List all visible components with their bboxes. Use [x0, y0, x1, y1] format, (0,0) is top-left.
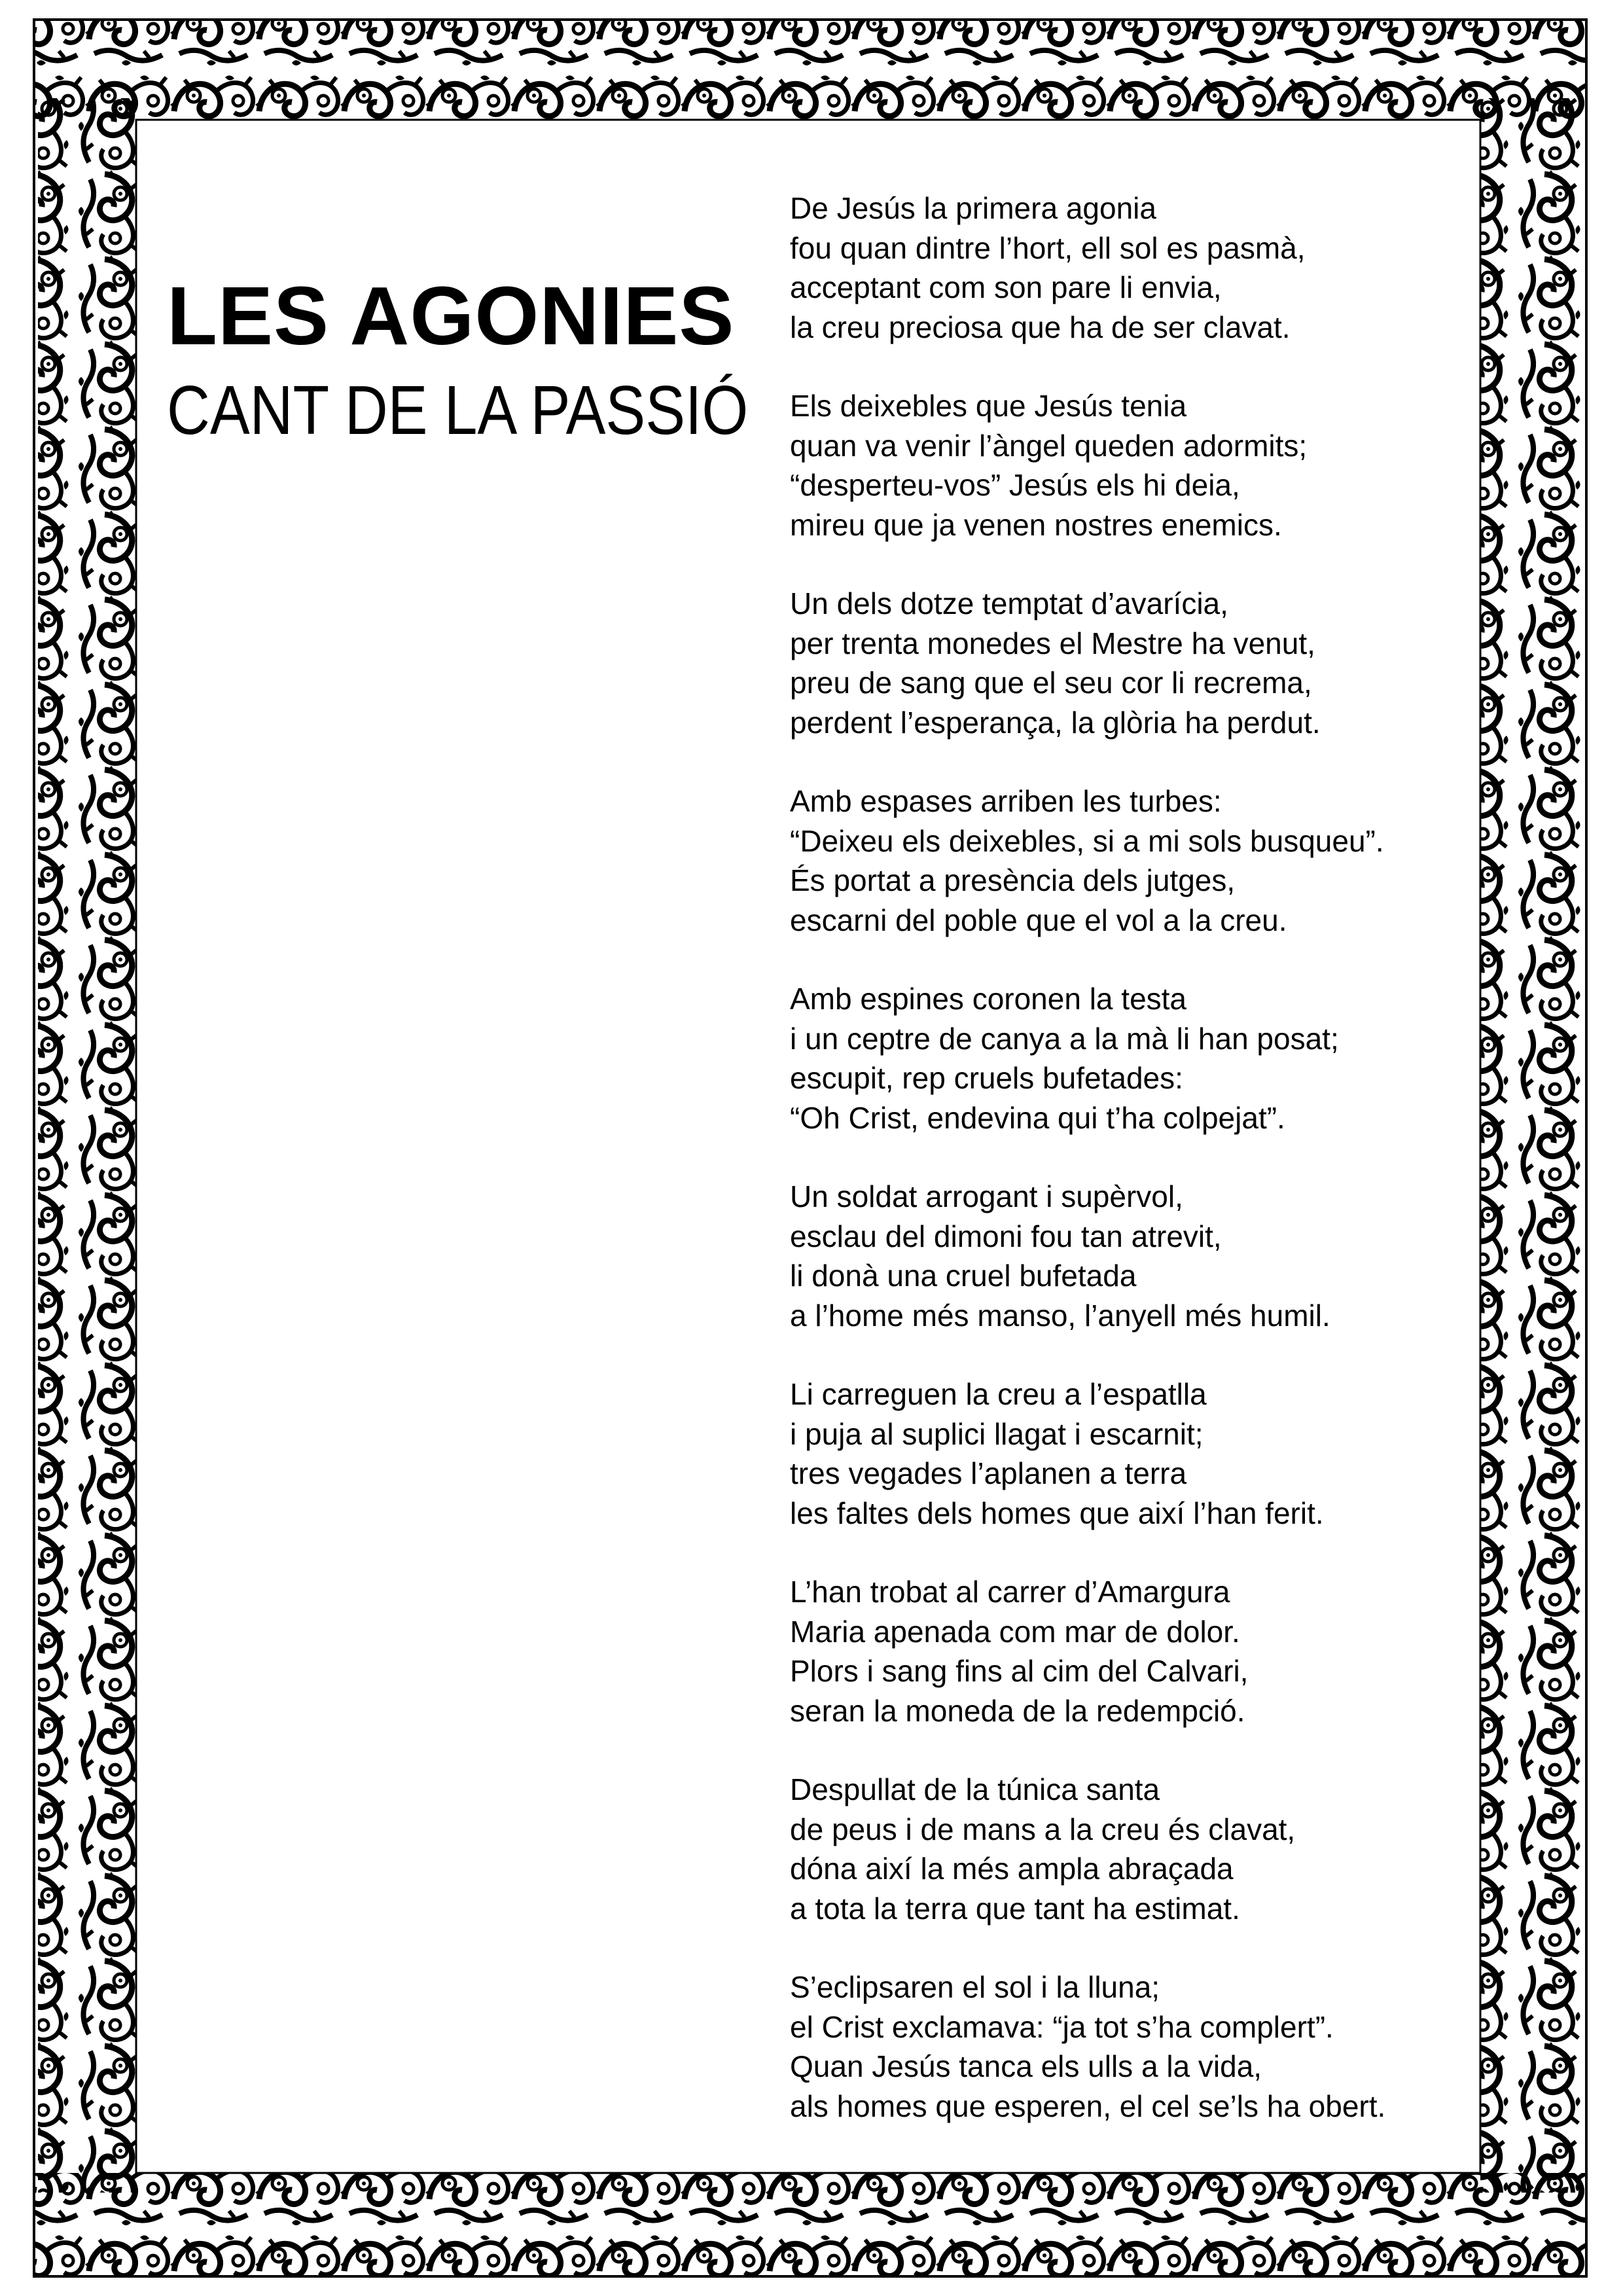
- verse-line: tres vegades l’aplanen a terra: [790, 1456, 1187, 1490]
- verse-line: escupit, rep cruels bufetades:: [790, 1061, 1183, 1095]
- verse-line: les faltes dels homes que així l’han ferit.: [790, 1496, 1324, 1530]
- verse-line: a tota la terra que tant ha estimat.: [790, 1891, 1240, 1926]
- verse-line: fou quan dintre l’hort, ell sol es pasmà,: [790, 230, 1306, 265]
- verse-line: acceptant com son pare li envia,: [790, 270, 1222, 304]
- verse-line: “Deixeu els deixebles, si a mi sols busqueu”.: [790, 823, 1384, 858]
- verse-line: Despullat de la túnica santa: [790, 1772, 1160, 1806]
- verse-line: “desperteu-vos” Jesús els hi deia,: [790, 468, 1240, 502]
- stanza: [790, 1770, 1484, 1928]
- verse-line: De Jesús la primera agonia: [790, 191, 1156, 225]
- stanza: [790, 188, 1484, 347]
- verse-line: dóna així la més ampla abraçada: [790, 1852, 1234, 1886]
- verse-line: preu de sang que el seu cor li recrema,: [790, 666, 1312, 700]
- verse-line: li donà una cruel bufetada: [790, 1259, 1137, 1293]
- stanza: [790, 781, 1484, 940]
- stanza: [790, 1572, 1484, 1731]
- verse-line: la creu preciosa que ha de ser clavat.: [790, 310, 1291, 344]
- stanza: [790, 1177, 1484, 1335]
- stanza: [790, 584, 1484, 742]
- stanza: [790, 1967, 1484, 2126]
- verse-line: als homes que esperen, el cel se’ls ha obert.: [790, 2089, 1386, 2123]
- verse-line: de peus i de mans a la creu és clavat,: [790, 1812, 1296, 1846]
- verse-line: mireu que ja venen nostres enemics.: [790, 507, 1282, 542]
- verse-line: per trenta monedes el Mestre ha venut,: [790, 626, 1315, 660]
- verse-line: quan va venir l’àngel queden adormits;: [790, 428, 1308, 463]
- verse-line: esclau del dimoni fou tan atrevit,: [790, 1219, 1222, 1253]
- verse-line: Amb espases arriben les turbes:: [790, 784, 1222, 818]
- verse-line: Amb espines coronen la testa: [790, 982, 1187, 1016]
- verse-line: a l’home més manso, l’anyell més humil.: [790, 1298, 1330, 1333]
- verse-line: escarni del poble que el vol a la creu.: [790, 903, 1287, 937]
- stanza: [790, 386, 1484, 545]
- verse-line: Li carreguen la creu a l’espatlla: [790, 1377, 1207, 1411]
- verse-line: el Crist exclamava: “ja tot s’ha complert”.: [790, 2009, 1334, 2044]
- heading-block: [167, 270, 756, 449]
- verse-line: seran la moneda de la redempció.: [790, 1693, 1245, 1728]
- verse-line: i puja al suplici llagat i escarnit;: [790, 1416, 1204, 1451]
- verse-line: i un ceptre de canya a la mà li han posat;: [790, 1021, 1339, 1056]
- poem-body: [790, 188, 1484, 2165]
- verse-line: “Oh Crist, endevina qui t’ha colpejat”.: [790, 1100, 1285, 1135]
- stanza: [790, 1374, 1484, 1533]
- verse-line: perdent l’esperança, la glòria ha perdut.: [790, 705, 1321, 740]
- verse-line: Un soldat arrogant i supèrvol,: [790, 1179, 1183, 1213]
- verse-line: Maria apenada com mar de dolor.: [790, 1614, 1240, 1649]
- verse-line: És portat a presència dels jutges,: [790, 863, 1236, 897]
- page-subtitle: CANT DE LA PASSIÓ: [167, 372, 749, 449]
- verse-line: Els deixebles que Jesús tenia: [790, 389, 1187, 423]
- verse-line: S’eclipsaren el sol i la lluna;: [790, 1970, 1160, 2004]
- verse-line: Un dels dotze temptat d’avarícia,: [790, 586, 1228, 620]
- verse-line: Quan Jesús tanca els ulls a la vida,: [790, 2049, 1262, 2083]
- verse-line: L’han trobat al carrer d’Amargura: [790, 1575, 1230, 1609]
- verse-line: Plors i sang fins al cim del Calvari,: [790, 1654, 1249, 1688]
- page-title: LES AGONIES: [167, 270, 735, 362]
- stanza: [790, 979, 1484, 1138]
